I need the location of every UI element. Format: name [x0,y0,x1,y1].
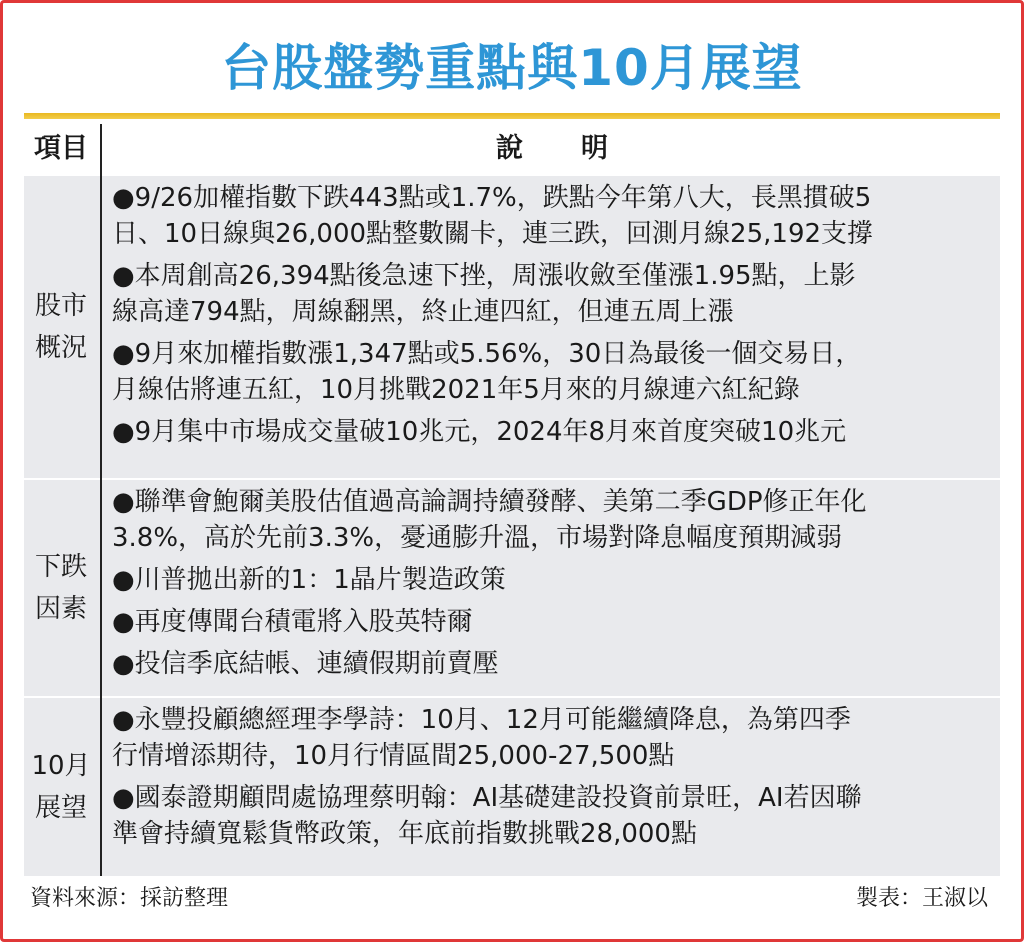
section-october-outlook [24,698,1000,876]
section-label-line: 10月 [31,751,91,781]
bullet-line: 行情增添期待，10月行情區間25,000-27,500點 [112,741,675,771]
bullet-line: ●9月集中市場成交量破10兆元，2024年8月來首度突破10兆元 [112,417,847,447]
bullet-line: 準會持續寬鬆貨幣政策，年底前指數挑戰28,000點 [112,819,697,849]
bullet-item [112,414,992,450]
header-description: 說明 [496,133,666,164]
bullet-item [112,646,992,682]
bullet-line: ●國泰證期顧問處協理蔡明翰：AI基礎建設投資前景旺，AI若因聯 [112,783,862,813]
bullet-item [112,604,992,640]
section-label-line: 因素 [34,594,87,624]
bullet-line: 月線估將連五紅，10月挑戰2021年5月來的月線連六紅紀錄 [112,375,800,405]
bullet-list [112,484,992,682]
bullet-line: ●聯準會鮑爾美股估值過高論調持續發酵、美第二季GDP修正年化 [112,487,867,517]
column-divider [100,124,102,876]
title-divider [24,113,1000,119]
bullet-item [112,562,992,598]
bullet-item [112,336,992,408]
bullet-line: 線高達794點，周線翻黑，終止連四紅，但連五周上漲 [112,297,734,327]
section-label-line: 概況 [34,333,87,363]
bullet-line: ●川普拋出新的1：1晶片製造政策 [112,565,506,595]
section-label [24,698,98,876]
bullet-item [112,258,992,330]
bullet-list [112,180,992,450]
bullet-item [112,484,992,556]
header-item: 項目 [34,133,88,164]
bullet-item [112,702,992,774]
bullet-line: ●9月來加權指數漲1,347點或5.56%，30日為最後一個交易日， [112,339,862,369]
author-note: 製表：王淑以 [855,886,988,911]
bullet-item [112,180,992,252]
bullet-line: 日、10日線與26,000點整數關卡，連三跌，回測月線25,192支撐 [112,219,874,249]
section-market-overview [24,176,1000,478]
bullet-line: ●本周創高26,394點後急速下挫，周漲收斂至僅漲1.95點，上影 [112,261,856,291]
section-label [24,176,98,478]
bullet-line: ●永豐投顧總經理李學詩：10月、12月可能繼續降息，為第四季 [112,705,851,735]
section-label-line: 展望 [34,793,87,823]
section-decline-factors [24,480,1000,696]
bullet-list [112,702,992,852]
bullet-item [112,780,992,852]
section-label-line: 下跌 [34,552,87,582]
source-note: 資料來源：採訪整理 [30,886,229,911]
bullet-line: ●投信季底結帳、連續假期前賣壓 [112,649,499,679]
section-label [24,480,98,696]
section-label-line: 股市 [34,291,87,321]
page-title: 台股盤勢重點與10月展望 [221,39,803,97]
bullet-line: ●再度傳聞台積電將入股英特爾 [112,607,473,637]
table-header [24,124,1000,174]
bullet-line: 3.8%，高於先前3.3%，憂通膨升溫，市場對降息幅度預期減弱 [112,523,843,553]
bullet-line: ●9/26加權指數下跌443點或1.7%，跌點今年第八大，長黑摜破5 [112,183,872,213]
